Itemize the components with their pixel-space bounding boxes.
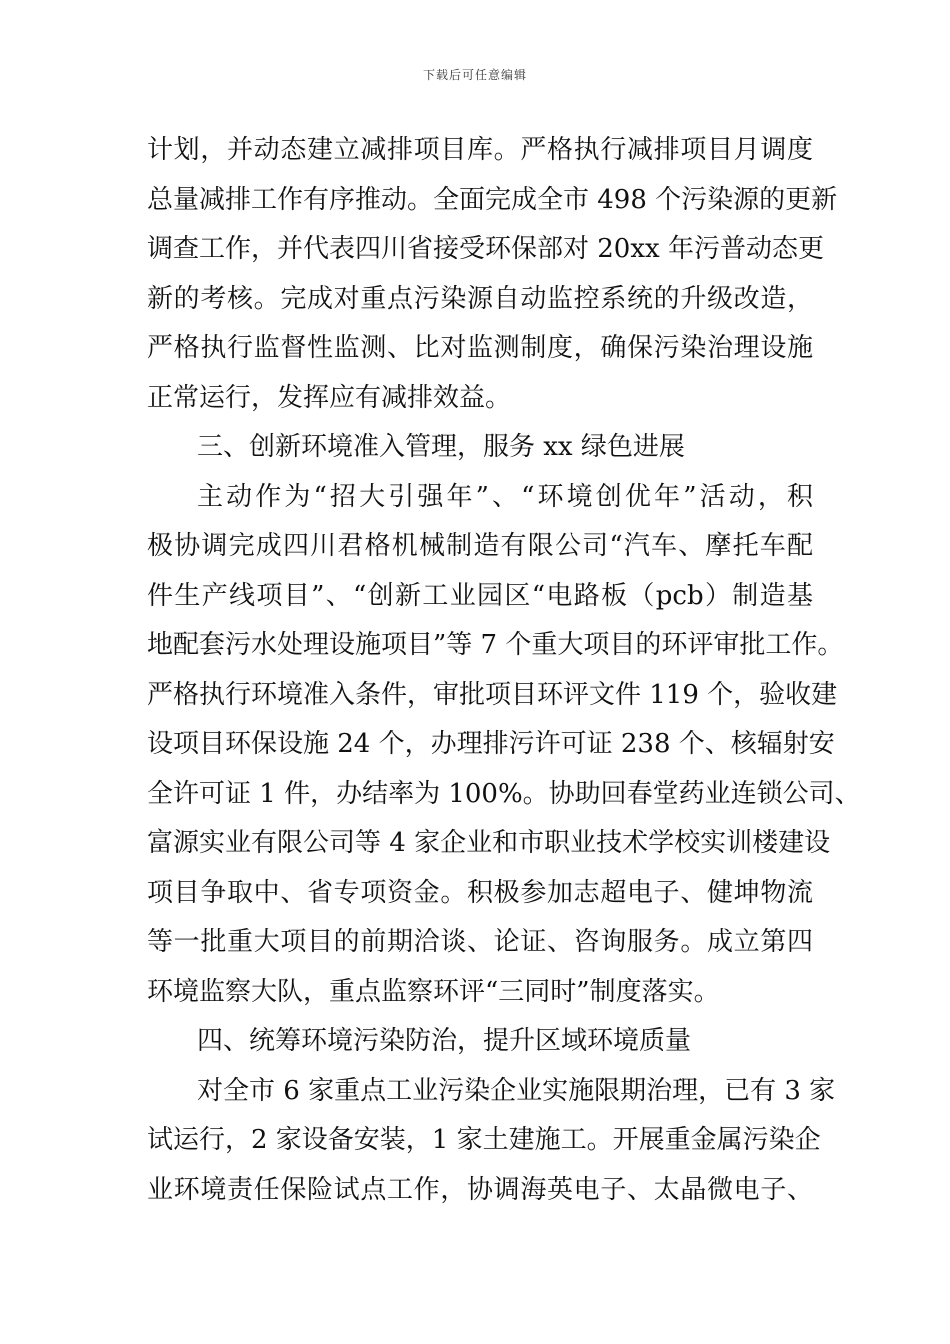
text-line: 地配套污水处理设施项目”等 7 个重大项目的环评审批工作。 [147,630,844,660]
text-line: 全许可证 1 件，办结率为 100%。协助回春堂药业连锁公司、 [147,778,861,809]
text-line: 调查工作，并代表四川省接受环保部对 20xx 年污普动态更 [147,234,824,264]
document-body [147,126,861,1215]
text-line: 计划，并动态建立减排项目库。严格执行减排项目月调度 [147,135,813,165]
text-line: 对全市 6 家重点工业污染企业实施限期治理，已有 3 家 [197,1075,836,1106]
text-line: 总量减排工作有序推动。全面完成全市 498 个污染源的更新 [147,184,838,215]
text-line: 环境监察大队，重点监察环评“三同时”制度落实。 [147,976,720,1007]
text-line: 严格执行环境准入条件，审批项目环评文件 119 个，验收建 [147,679,838,710]
text-line: 试运行，2 家设备安装，1 家土建施工。开展重金属污染企 [147,1125,821,1155]
text-line: 四、统筹环境污染防治，提升区域环境质量 [197,1026,692,1056]
page-header: 下载后可任意编辑 [422,68,527,82]
text-line: 极协调完成四川君格机械制造有限公司“汽车、摩托车配 [147,531,813,561]
text-line: 业环境责任保险试点工作，协调海英电子、太晶微电子、 [147,1174,813,1205]
text-line: 严格执行监督性监测、比对监测制度，确保污染治理设施 [147,333,813,363]
text-line: 富源实业有限公司等 4 家企业和市职业技术学校实训楼建设 [147,828,831,858]
text-line: 项目争取中、省专项资金。积极参加志超电子、健坤物流 [147,877,813,908]
text-line: 三、创新环境准入管理，服务 xx 绿色进展 [197,432,685,462]
text-line: 等一批重大项目的前期洽谈、论证、咨询服务。成立第四 [147,927,813,957]
text-line: 件生产线项目”、“创新工业园区“电路板（pcb）制造基 [147,580,813,611]
text-line: 主动作为“招大引强年”、“环境创优年”活动，积 [197,481,813,512]
text-line: 正常运行，发挥应有减排效益。 [147,382,512,413]
text-line: 新的考核。完成对重点污染源自动监控系统的升级改造， [147,283,813,314]
text-line: 设项目环保设施 24 个，办理排污许可证 238 个、核辐射安 [147,729,835,759]
